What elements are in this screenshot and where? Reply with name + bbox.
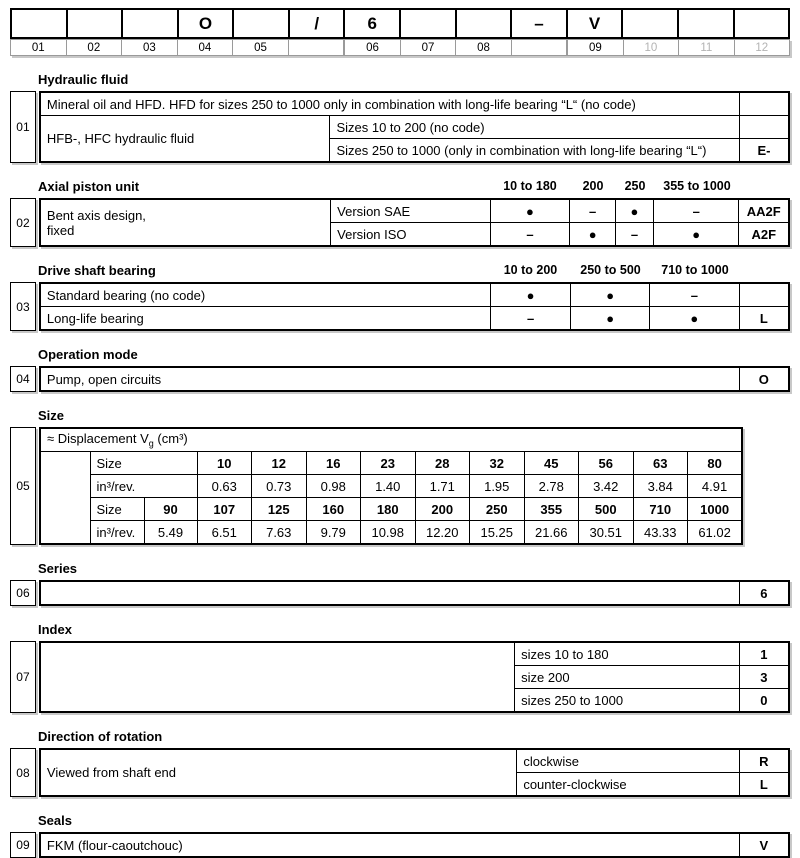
- code-value: [740, 92, 789, 116]
- availability-mark: ●: [570, 223, 616, 247]
- size-header-cell: 63: [633, 452, 688, 475]
- code-value: [740, 116, 789, 139]
- section-title: Size: [38, 408, 65, 423]
- availability-mark: –: [490, 307, 571, 331]
- section-body: [10, 580, 790, 606]
- code-box-07: [399, 8, 457, 39]
- position-label-blank: [288, 39, 345, 56]
- size-header-cell: 80: [688, 452, 743, 475]
- section-header: [10, 346, 790, 363]
- section-axial-piston-unit: [10, 178, 790, 247]
- position-label: 05: [232, 39, 289, 56]
- table-cell: Viewed from shaft end: [40, 749, 517, 796]
- section-header: [10, 262, 790, 279]
- section-operation-mode: [10, 346, 790, 392]
- position-label: 02: [66, 39, 123, 56]
- displacement-value: 0.73: [252, 475, 307, 498]
- direction-of-rotation-table: [39, 748, 790, 797]
- size-header-cell: 32: [470, 452, 525, 475]
- position-label: 03: [121, 39, 178, 56]
- drive-shaft-bearing-table: [39, 282, 790, 331]
- table-cell: Mineral oil and HFD. HFD for sizes 250 to 1000 only in combination with long-life bearing “L“ (no code): [40, 92, 740, 116]
- label-strip-2: [344, 39, 567, 56]
- size-header-cell: 16: [306, 452, 361, 475]
- table-cell-line: Bent axis design,: [46, 207, 146, 223]
- section-size: [10, 407, 790, 545]
- code-box-08: [455, 8, 513, 39]
- size-header-cell: 355: [524, 498, 579, 521]
- code-value: L: [739, 773, 789, 797]
- size-column-header: 250 to 500: [580, 263, 641, 277]
- section-header: [10, 407, 790, 424]
- section-header: [10, 728, 790, 745]
- section-number: 01: [10, 91, 36, 163]
- section-header: [10, 178, 790, 195]
- row-label: sizes 250 to 1000: [515, 689, 739, 713]
- availability-mark: ●: [650, 307, 740, 331]
- displacement-subscript: g: [148, 438, 154, 449]
- row-label: Version ISO: [331, 223, 490, 247]
- section-title: Axial piston unit: [38, 179, 140, 194]
- row-label: in³/rev.: [90, 521, 144, 545]
- section-body: [10, 198, 790, 247]
- spacer-cell: [40, 452, 90, 545]
- code-box-03: [121, 8, 179, 39]
- section-title: Hydraulic fluid: [38, 72, 129, 87]
- code-value: 1: [739, 642, 789, 666]
- displacement-value: 2.78: [524, 475, 579, 498]
- position-label: 01: [10, 39, 67, 56]
- size-header-cell: 23: [361, 452, 416, 475]
- position-label: 04: [177, 39, 234, 56]
- position-label-muted: 12: [734, 39, 790, 56]
- size-column-header: 200: [582, 179, 604, 193]
- label-strip-1: [10, 39, 344, 56]
- section-number: 02: [10, 198, 36, 247]
- displacement-value: 0.63: [197, 475, 252, 498]
- section-title: Drive shaft bearing: [38, 263, 156, 278]
- row-label: clockwise: [517, 749, 739, 773]
- size-column-header: 10 to 200: [503, 263, 558, 277]
- code-value: V: [739, 833, 789, 857]
- code-value: 3: [739, 666, 789, 689]
- series-table: [39, 580, 790, 606]
- size-header-cell: 180: [361, 498, 416, 521]
- position-label-blank: [511, 39, 567, 56]
- code-box-05: [232, 8, 290, 39]
- code-value: AA2F: [739, 199, 789, 223]
- displacement-value: 1.95: [470, 475, 525, 498]
- size-header-cell: 710: [633, 498, 688, 521]
- section-title: Direction of rotation: [38, 729, 163, 744]
- label-strip-3: [567, 39, 790, 56]
- position-label: 08: [455, 39, 511, 56]
- availability-mark: ●: [490, 283, 571, 307]
- position-label-muted: 10: [623, 39, 679, 56]
- displacement-value: 30.51: [579, 521, 634, 545]
- spacer-cell: [40, 642, 515, 712]
- displacement-suffix: (cm³): [153, 431, 188, 447]
- size-header-cell: 10: [197, 452, 252, 475]
- section-body: [10, 91, 790, 163]
- displacement-value: 9.79: [306, 521, 361, 545]
- code-box-12: [733, 8, 791, 39]
- section-title: Operation mode: [38, 347, 138, 362]
- section-body: [10, 282, 790, 331]
- table-cell: [40, 199, 331, 246]
- size-column-header: 355 to 1000: [663, 179, 731, 193]
- code-value: E-: [740, 139, 789, 163]
- section-header: [10, 560, 790, 577]
- seals-table: [39, 832, 790, 858]
- displacement-value: 12.20: [415, 521, 470, 545]
- section-header: [10, 812, 790, 829]
- section-series: [10, 560, 790, 606]
- displacement-value: 7.63: [252, 521, 307, 545]
- section-number: 06: [10, 580, 36, 606]
- size-header-cell: 45: [524, 452, 579, 475]
- displacement-value: 21.66: [524, 521, 579, 545]
- size-header-cell: 56: [579, 452, 634, 475]
- displacement-value: 3.42: [579, 475, 634, 498]
- size-header-cell: 1000: [688, 498, 743, 521]
- displacement-value: 5.49: [144, 521, 197, 545]
- displacement-value: 0.98: [306, 475, 361, 498]
- size-header-cell: 107: [197, 498, 252, 521]
- code-box-separator-slash: /: [288, 8, 346, 39]
- section-number: 03: [10, 282, 36, 331]
- row-label: Size: [90, 498, 144, 521]
- row-label: size 200: [515, 666, 739, 689]
- row-label: Version SAE: [331, 199, 490, 223]
- code-box-09: V: [566, 8, 624, 39]
- size-displacement-table: [39, 427, 743, 545]
- row-label: [40, 581, 739, 605]
- section-header: [10, 621, 790, 638]
- section-body: [10, 366, 790, 392]
- code-value: O: [739, 367, 789, 391]
- operation-mode-table: [39, 366, 790, 392]
- hydraulic-fluid-table: [39, 91, 790, 163]
- section-body: [10, 832, 790, 858]
- section-title: Seals: [38, 813, 72, 828]
- size-header-cell: 250: [470, 498, 525, 521]
- displacement-value: 3.84: [633, 475, 688, 498]
- availability-mark: –: [570, 199, 616, 223]
- section-body: [10, 641, 790, 713]
- code-value: 6: [739, 581, 789, 605]
- position-label: 09: [567, 39, 623, 56]
- section-header: [10, 71, 790, 88]
- availability-mark: ●: [571, 307, 650, 331]
- section-number: 08: [10, 748, 36, 797]
- size-header-cell: 28: [415, 452, 470, 475]
- section-number: 07: [10, 641, 36, 713]
- size-header-cell: 90: [144, 498, 197, 521]
- section-title: Series: [38, 561, 78, 576]
- row-label: Long-life bearing: [40, 307, 490, 331]
- section-direction-of-rotation: [10, 728, 790, 797]
- code-box-separator-dash: –: [510, 8, 568, 39]
- displacement-value: 4.91: [688, 475, 743, 498]
- size-column-header: 250: [624, 179, 646, 193]
- code-value: A2F: [739, 223, 789, 247]
- row-label: FKM (flour-caoutchouc): [40, 833, 739, 857]
- displacement-value: 1.71: [415, 475, 470, 498]
- code-box-04: O: [177, 8, 235, 39]
- size-header-cell: 200: [415, 498, 470, 521]
- availability-mark: ●: [490, 199, 570, 223]
- position-label-muted: 11: [678, 39, 734, 56]
- size-column-header: 10 to 180: [503, 179, 557, 193]
- size-header-cell: 125: [252, 498, 307, 521]
- size-column-header: 710 to 1000: [661, 263, 729, 277]
- section-title: Index: [38, 622, 72, 637]
- displacement-value: 1.40: [361, 475, 416, 498]
- row-label: Standard bearing (no code): [40, 283, 490, 307]
- code-box-02: [66, 8, 124, 39]
- section-number: 04: [10, 366, 36, 392]
- table-cell: Sizes 10 to 200 (no code): [330, 116, 740, 139]
- availability-mark: –: [653, 199, 739, 223]
- row-label: Size: [90, 452, 197, 475]
- row-label: counter-clockwise: [517, 773, 739, 797]
- code-value: L: [739, 307, 789, 331]
- availability-mark: ●: [616, 199, 654, 223]
- axial-piston-unit-table: [39, 198, 790, 247]
- ordering-code-bar: [10, 8, 790, 39]
- code-box-01: [10, 8, 68, 39]
- displacement-prefix: ≈ Displacement V: [47, 431, 149, 447]
- size-header-cell: 500: [579, 498, 634, 521]
- availability-mark: ●: [653, 223, 739, 247]
- availability-mark: –: [616, 223, 654, 247]
- availability-mark: –: [490, 223, 570, 247]
- code-value: 0: [739, 689, 789, 713]
- position-label: 07: [400, 39, 456, 56]
- section-seals: [10, 812, 790, 858]
- code-box-10: [621, 8, 679, 39]
- section-number: 05: [10, 427, 36, 545]
- row-label: in³/rev.: [90, 475, 197, 498]
- row-label: Pump, open circuits: [40, 367, 739, 391]
- displacement-value: 6.51: [197, 521, 252, 545]
- size-header-cell: 12: [252, 452, 307, 475]
- position-label: 06: [344, 39, 400, 56]
- displacement-header: [40, 428, 742, 452]
- displacement-value: 43.33: [633, 521, 688, 545]
- size-header-cell: 160: [306, 498, 361, 521]
- code-value: R: [739, 749, 789, 773]
- index-table: [39, 641, 790, 713]
- section-body: [10, 748, 790, 797]
- ordering-code-position-labels: [10, 39, 790, 56]
- code-box-11: [677, 8, 735, 39]
- availability-mark: –: [650, 283, 740, 307]
- table-cell-line: fixed: [46, 222, 75, 238]
- row-label: sizes 10 to 180: [515, 642, 739, 666]
- table-cell: HFB-, HFC hydraulic fluid: [40, 116, 330, 163]
- displacement-value: 15.25: [470, 521, 525, 545]
- section-hydraulic-fluid: [10, 71, 790, 163]
- code-box-06: 6: [343, 8, 401, 39]
- displacement-value: 61.02: [688, 521, 743, 545]
- section-index: [10, 621, 790, 713]
- section-drive-shaft-bearing: [10, 262, 790, 331]
- displacement-value: 10.98: [361, 521, 416, 545]
- section-number: 09: [10, 832, 36, 858]
- table-cell: Sizes 250 to 1000 (only in combination with long-life bearing “L“): [330, 139, 740, 163]
- section-body: [10, 427, 790, 545]
- availability-mark: ●: [571, 283, 650, 307]
- code-value: [739, 283, 789, 307]
